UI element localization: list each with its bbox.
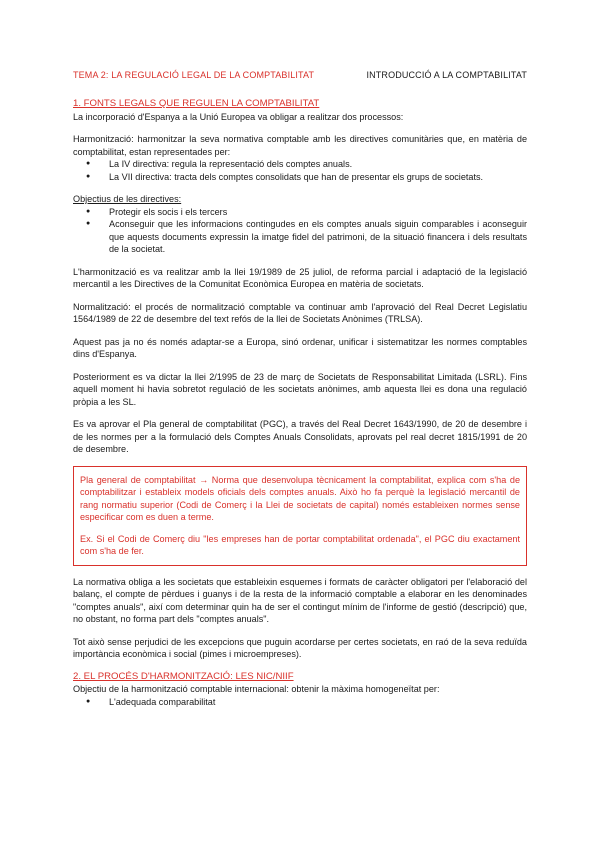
section2-title: 2. EL PROCÉS D'HARMONITZACIÓ: LES NIC/NIIF xyxy=(73,670,294,682)
normativa-paragraph: La normativa obliga a les societats que estableixin esquemes i formats de caràcter obligatori per l'elaboració del balanç, el compte de pèrdues i guanys i de la resta de la informació comptable a elaborar en les denominades "comptes anuals", així com determinar quin ha de ser el contingut mínim de l'informe de gestió (descripció) que, no obstant, no forma part dels "comptes anuals". xyxy=(73,576,527,624)
section2-intro: Objectiu de la harmonització comptable internacional: obtenir la màxima homogeneïtat per: xyxy=(73,684,440,694)
objectius-title: Objectius de les directives: xyxy=(73,194,182,204)
pgc-note-example: Ex. Si el Codi de Comerç diu "les empreses han de portar comptabilitat ordenada", el PGC diu exactament com s'ha de fer. xyxy=(80,533,520,556)
section1-intro: La incorporació d'Espanya a la Unió Europea va obligar a realitzar dos processos: xyxy=(73,111,404,122)
header-topic: TEMA 2: LA REGULACIÓ LEGAL DE LA COMPTABILITAT xyxy=(73,70,315,80)
list-item: ● La VII directiva: tracta dels comptes consolidats que han de presentar els grups de societats. xyxy=(73,171,527,184)
section2-list xyxy=(73,696,527,709)
aquest-pas-paragraph: Aquest pas ja no és només adaptar-se a Europa, sinó ordenar, unificar i sistematitzar les normes comptables dins d'Espanya. xyxy=(73,336,527,359)
lsrl-paragraph: Posteriorment es va dictar la llei 2/1995 de 23 de març de Societats de Responsabilitat Limitada (LSRL). Fins aquell moment hi havia sobretot regulació de les societats anònimes, amb aquesta llei es dona una regulació pròpia a les SL. xyxy=(73,371,527,407)
document-body xyxy=(73,98,527,708)
pgc-note-definition: Pla general de comptabilitat → Norma que desenvolupa tècnicament la comptabilitat, explica com s'ha de comptabilitzar i estableix models oficials dels comptes anuals. Això ho fa perquè la legislació mercantil de rang normatiu superior (Codi de Comerç i la Llei de societats de capital) només estableixen normes sense especificar com es duen a terme. xyxy=(80,474,520,522)
excepcions-paragraph: Tot això sense perjudici de les excepcions que puguin acordarse per certes societats, en raó de la seva reduïda importància econòmica i social (pimes i microempreses). xyxy=(73,636,527,659)
normalitzacio-paragraph: Normalització: el procés de normalització comptable va continuar amb l'aprovació del Real Decret Legislatiu 1564/1989 de 22 de desembre del text refós de la llei de Societats Anònimes (TRLSA). xyxy=(73,301,527,324)
header-course: INTRODUCCIÓ A LA COMPTABILITAT xyxy=(366,70,527,80)
directives-list xyxy=(73,158,527,183)
list-item: ● L'adequada comparabilitat xyxy=(73,696,527,709)
list-item: ● La IV directiva: regula la representació dels comptes anuals. xyxy=(73,158,527,171)
pgc-note-box xyxy=(73,466,527,566)
list-item: ● Protegir els socis i els tercers xyxy=(73,206,527,219)
objectius-list xyxy=(73,206,527,256)
harmonitzacio-paragraph: Harmonització: harmonitzar la seva normativa comptable amb les directives comunitàries que, en matèria de comptabilitat, estan representades per: xyxy=(73,134,527,157)
list-item: ● Aconseguir que les informacions contingudes en els comptes anuals siguin comparables i aconseguir que aquests documents expressin la imatge fidel del patrimoni, de la situació financera i dels resultats de la societat. xyxy=(73,218,527,256)
section1-title: 1. FONTS LEGALS QUE REGULEN LA COMPTABILITAT xyxy=(73,98,320,109)
llei-19-paragraph: L'harmonització es va realitzar amb la llei 19/1989 de 25 juliol, de reforma parcial i adaptació de la legislació mercantil a les Directives de la Comunitat Econòmica Europea en matèria de societats. xyxy=(73,266,527,289)
pgc-paragraph: Es va aprovar el Pla general de comptabilitat (PGC), a través del Real Decret 1643/1990, de 20 de desembre i de les normes per a la formulació dels Comptes Anuals Consolidats, aprovats pel real decret 1815/1991 de 20 de desembre. xyxy=(73,419,527,454)
